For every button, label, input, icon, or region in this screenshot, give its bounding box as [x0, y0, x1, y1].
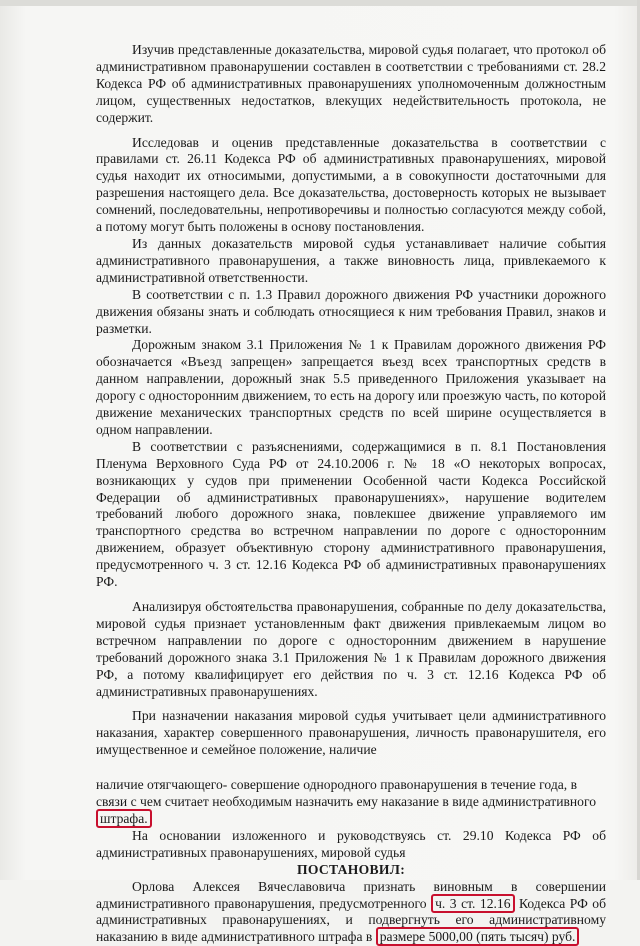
paragraph-road-sign: Дорожным знаком 3.1 Приложения № 1 к Правилам дорожного движения РФ обозначается «Въезд запрещен» запрещается въезд всех транспортных средств в данном направлении, дорожный знак 5.5 приведенного Приложения указывает на дорогу с односторонним движением, то есть на дорогу или проезжую часть, по которой движение механических транспортных средств по всей ширине осуществляется в одном направлении.: [96, 337, 606, 437]
paragraph-punishment-factors: При назначении наказания мировой судья учитывает цели административного наказания, характер совершенного правонарушения, личность правонарушителя, его имущественное и семейное положение, наличие: [96, 708, 606, 758]
fine-word-highlight: штрафа.: [96, 809, 152, 828]
paragraph-ruling: [96, 879, 606, 946]
ruling-text-start: Орлова Алексея Вячеславовича признать виновным в совершении административного правонарушения, предусмотренного: [96, 878, 606, 911]
paragraph-basis: На основании изложенного и руководствуясь ст. 29.10 Кодекса РФ об административных правонарушениях, мировой судья: [96, 827, 606, 860]
continuation-text: наличие отягчающего- совершение однородного правонарушения в течение года, в связи с чем считает необходимым назначить ему наказание в виде административного: [96, 777, 597, 810]
page-top-edge: [0, 0, 640, 6]
paragraph-protocol: Изучив представленные доказательства, мировой судья полагает, что протокол об административном правонарушении составлен в соответствии с требованиями ст. 28.2 Кодекса РФ об административных правонарушениях уполномоченным должностным лицом, существенных недостатков, влекущих недействительность протокола, не содержит.: [96, 42, 606, 125]
paragraph-evidence-assessment: Исследовав и оценив представленные доказательства в соответствии с правилами ст. 26.11 Кодекса РФ об административных правонарушениях, мировой судья находит их относимыми, допустимыми, а в совокупности достаточными для разрешения настоящего дела. Все доказательства, достоверность которых не вызывает сомнений, последовательны, непротиворечивы и полностью согласуются между собой, а потому могут быть положены в основу постановления.: [96, 134, 606, 235]
paragraph-plenum-clarification: В соответствии с разъяснениями, содержащимися в п. 8.1 Постановления Пленума Верховного Суда РФ от 24.10.2006 г. № 18 «О некоторых вопросах, возникающих у судов при применении Особенной части Кодекса Российской Федерации об административных правонарушениях», нарушение водителем требований любого дорожного знака, повлекшее движение управляемого им транспортного средства во встречном направлении по дороге с односторонним движением, образует объективную сторону административного правонарушения, предусмотренного ч. 3 ст. 12.16 Кодекса РФ об административных правонарушениях РФ.: [96, 438, 606, 590]
ruling-heading: ПОСТАНОВИЛ:: [296, 861, 406, 877]
paragraph-continuation: [96, 777, 606, 828]
fine-amount-highlight: размере 5000,00 (пять тысяч) руб.: [376, 927, 580, 946]
document-body: [96, 42, 606, 946]
paragraph-event-established: Из данных доказательств мировой судья устанавливает наличие события административного правонарушения, а также виновность лица, привлекаемого к административной ответственности.: [96, 235, 606, 285]
paragraph-traffic-rules: В соответствии с п. 1.3 Правил дорожного движения РФ участники дорожного движения обязаны знать и соблюдать относящиеся к ним требования Правил, знаков и разметки.: [96, 286, 606, 336]
article-highlight: ч. 3 ст. 12.16: [431, 894, 514, 913]
paragraph-analysis: Анализируя обстоятельства правонарушения, собранные по делу доказательства, мировой судья признает установленным факт движения привлекаемым лицом во встречном направлении по дороге с односторонним движением в нарушение требований дорожного знака 3.1 Приложения № 1 к Правилам дорожного движения РФ, а потому квалифицирует его действия по ч. 3 ст. 12.16 Кодекса РФ об административных правонарушениях.: [96, 599, 606, 699]
ruling-text-middle: Кодекса РФ об административных правонарушениях, и подвергнуть его административному наказанию в виде административного штрафа в: [96, 895, 607, 945]
